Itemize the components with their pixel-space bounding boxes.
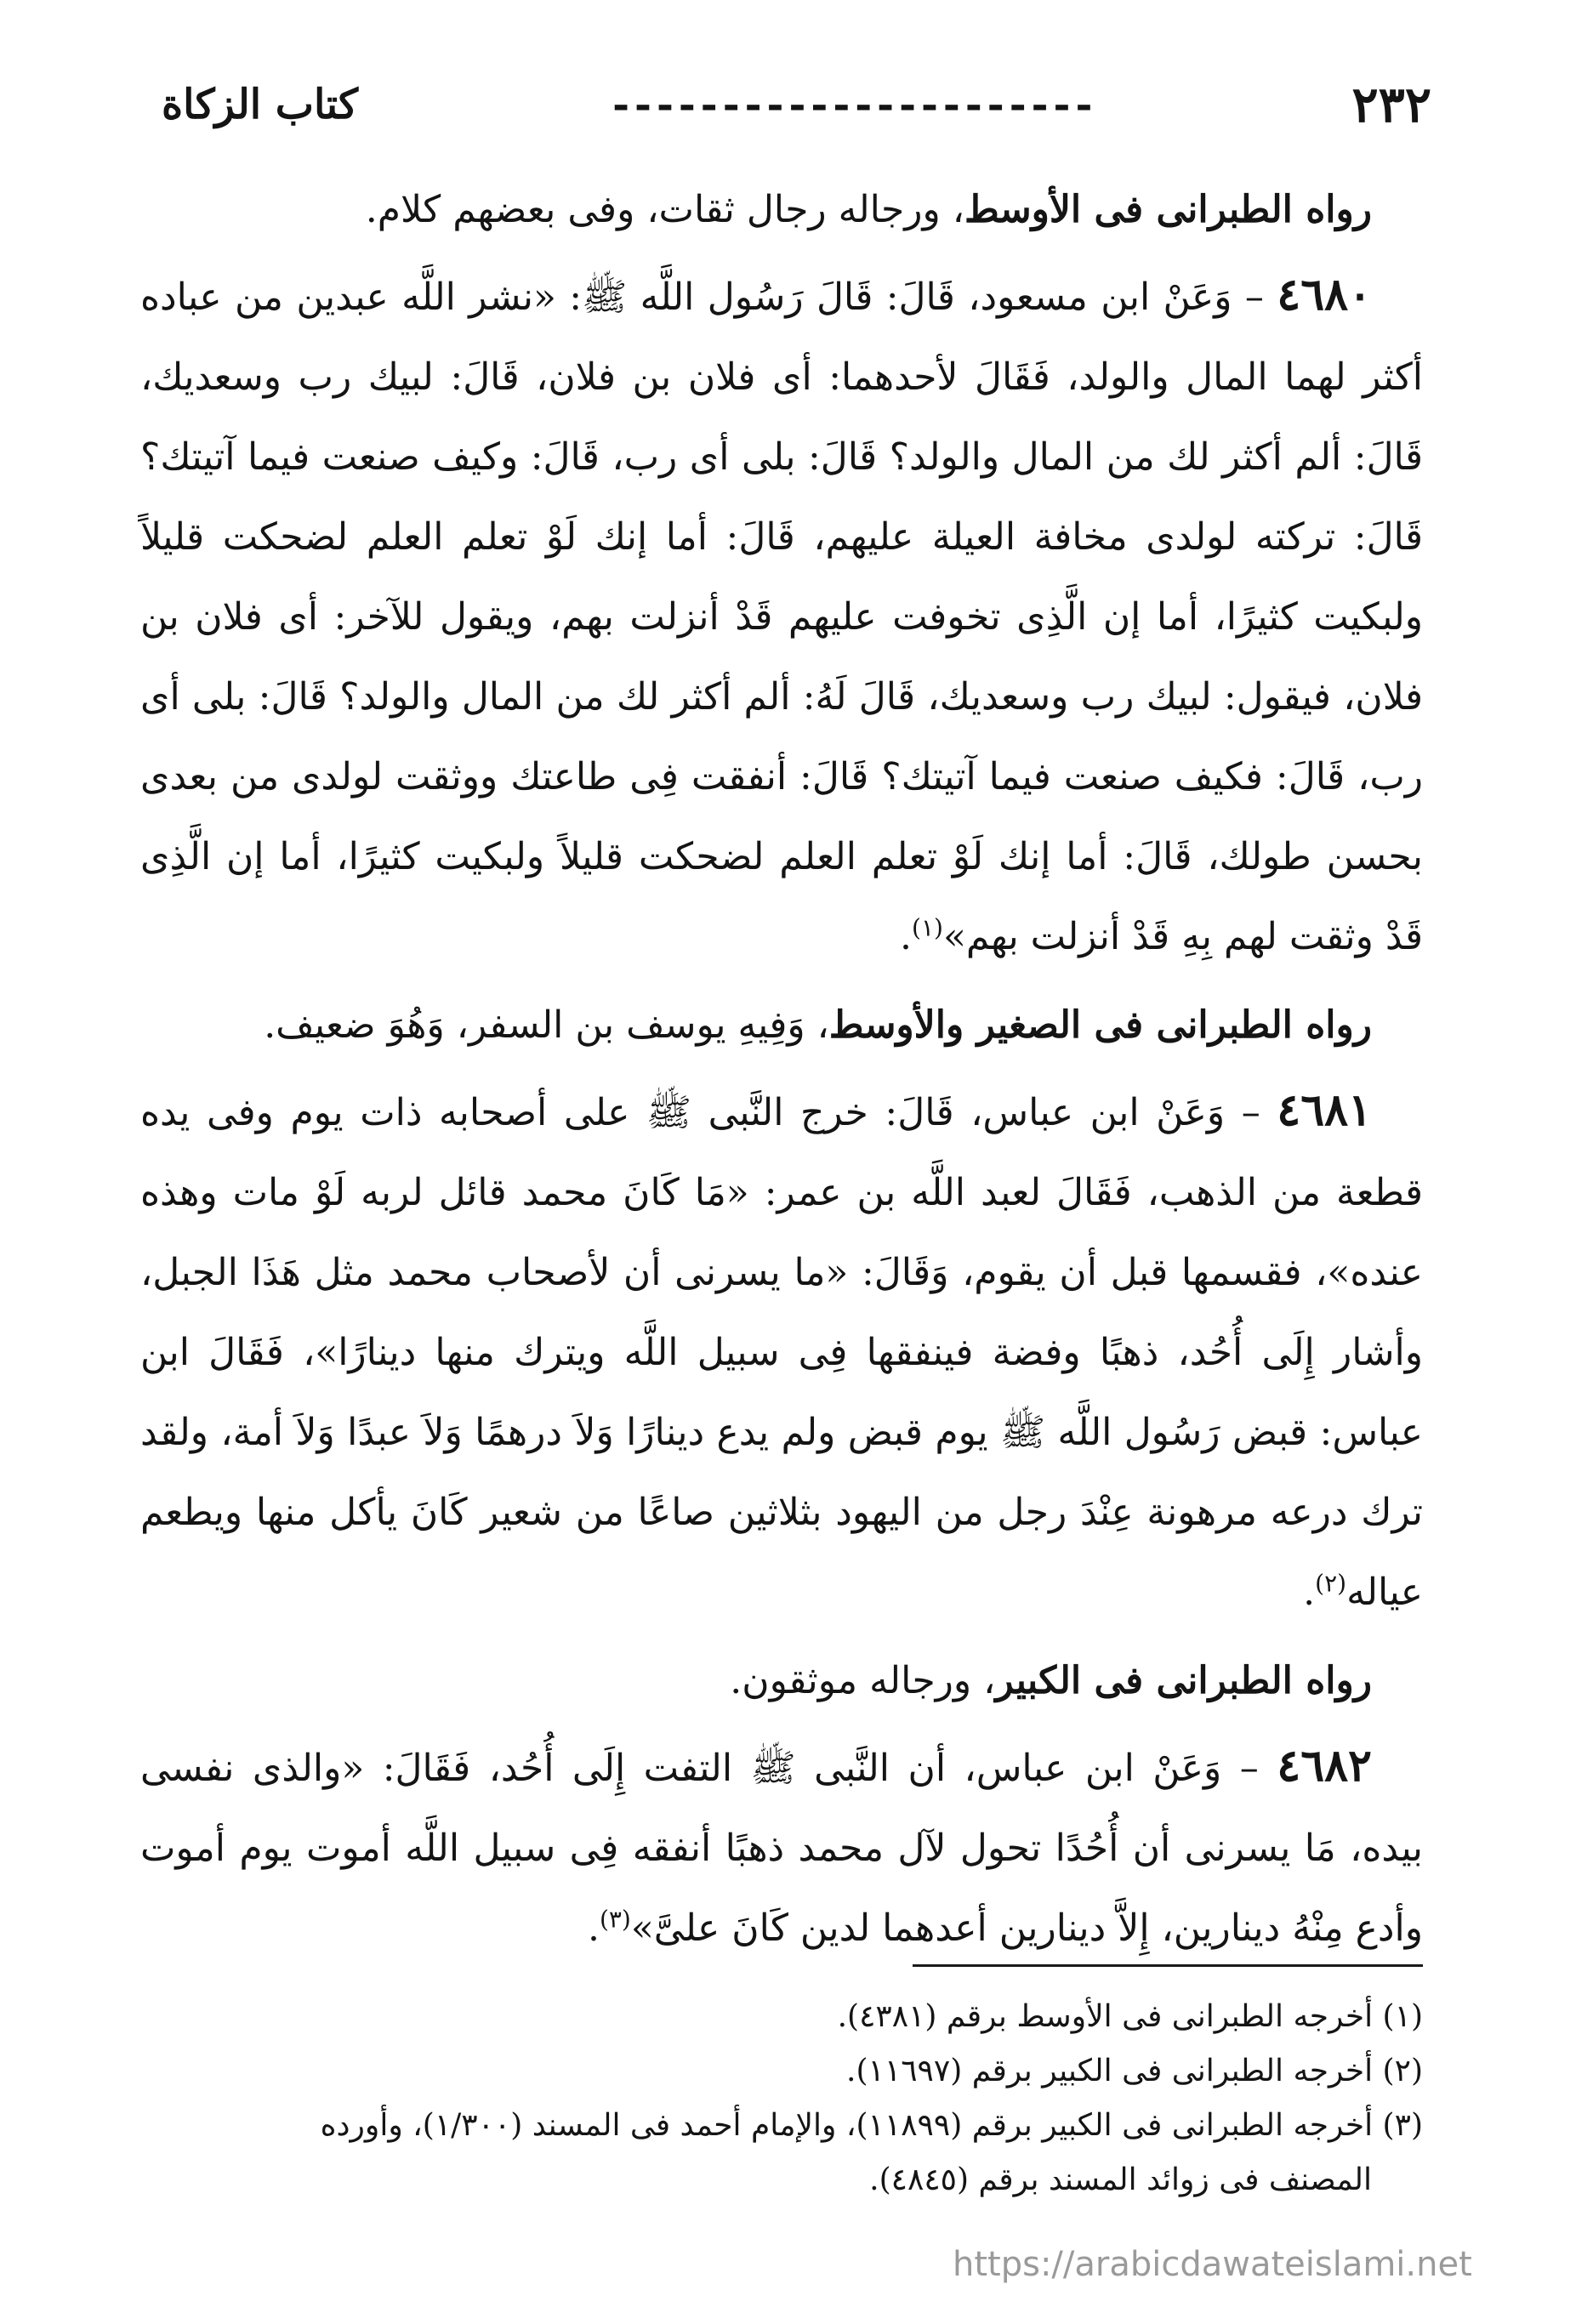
footnote-continuation: المصنف فى زوائد المسند برقم (٤٨٤٥). xyxy=(869,2162,1372,2197)
source-note-rest: ، ورجاله رجال ثقات، وفى بعضهم كلام. xyxy=(365,188,964,231)
hadith-number: ٤٦٨٢ xyxy=(1277,1740,1372,1792)
hadith-text: – وَعَنْ ابن عباس، أن النَّبى ﷺ التفت إِلَى أُحُد، فَقَالَ: «والذى نفسى بيده، مَا يسرنى أن أُحُدًا تحول لآل محمد ذهبًا أنفقه فِى سبيل اللَّه أموت يوم أموت وأدع مِنْهُ دينارين، إِلاَّ دينارين أعدهما لدين كَانَ علىَّ» xyxy=(140,1747,1424,1950)
source-note xyxy=(140,170,1423,250)
source-note-bold: رواه الطبرانى فى الأوسط xyxy=(964,188,1372,231)
hadith-number: ٤٦٨١ xyxy=(1277,1084,1372,1136)
book-title: كتاب الزكاة xyxy=(162,81,358,128)
source-note-rest: ، ورجاله موثقون. xyxy=(730,1659,996,1702)
footnote: (٢) أخرجه الطبرانى فى الكبير برقم (١١٦٩٧). xyxy=(846,2054,1423,2088)
footnote-divider xyxy=(913,1964,1423,1967)
page-number: ٢٣٢ xyxy=(1351,76,1431,134)
footnotes xyxy=(140,1990,1423,2208)
hadith-text: – وَعَنْ ابن عباس، قَالَ: خرج النَّبى ﷺ على أصحابه ذات يوم وفى يده قطعة من الذهب، فَقَالَ لعبد اللَّه بن عمر: «مَا كَانَ محمد قائل لربه لَوْ مات وهذه عنده»، فقسمها قبل أن يقوم، وَقَالَ: «ما يسرنى أن لأصحاب محمد مثل هَذَا الجبل، وأشار إِلَى أُحُد، ذهبًا وفضة فينفقها فِى سبيل اللَّه ويترك منها دينارًا»، فَقَالَ ابن عباس: قبض رَسُول اللَّه ﷺ يوم قبض ولم يدع دينارًا وَلاَ درهمًا وَلاَ عبدًا وَلاَ أمة، ولقد ترك درعه مرهونة عِنْدَ رجل من اليهود بثلاثين صاعًا من شعير كَانَ يأكل منها ويطعم عياله xyxy=(140,1091,1423,1614)
footnote-ref: (٢) xyxy=(1315,1569,1347,1598)
hadith-number: ٤٦٨٠ xyxy=(1277,269,1372,321)
header-divider: ---------------------- xyxy=(612,81,1098,128)
source-note-bold: رواه الطبرانى فى الصغير والأوسط xyxy=(828,1003,1372,1047)
source-note-bold: رواه الطبرانى فى الكبير xyxy=(995,1659,1372,1702)
page-header xyxy=(162,75,1431,134)
footnote: (١) أخرجه الطبرانى فى الأوسط برقم (٤٣٨١). xyxy=(837,1999,1423,2034)
footnote: (٣) أخرجه الطبرانى فى الكبير برقم (١١٨٩٩)، والإمام أحمد فى المسند (١/٣٠٠)، وأورده xyxy=(320,2108,1423,2143)
footnote-ref: (١) xyxy=(912,913,943,942)
source-note xyxy=(140,986,1423,1065)
source-note xyxy=(140,1641,1423,1721)
hadith-paragraph: ٤٦٨٠ – وَعَنْ ابن مسعود، قَالَ: قَالَ رَسُول اللَّه ﷺ: «نشر اللَّه عبدين من عباده أكثر لهما المال والولد، فَقَالَ لأحدهما: أى فلان بن فلان، قَالَ: لبيك رب وسعديك، قَالَ: ألم أكثر لك من المال والولد؟ قَالَ: بلى أى رب، قَالَ: وكيف صنعت فيما آتيتك؟ قَالَ: تركته لولدى مخافة العيلة عليهم، قَالَ: أما إنك لَوْ تعلم العلم لضحكت قليلاً ولبكيت كثيرًا، أما إن الَّذِى تخوفت عليهم قَدْ أنزلت بهم، ويقول للآخر: أى فلان بن فلان، فيقول: لبيك رب وسعديك، قَالَ لَهُ: ألم أكثر لك من المال والولد؟ قَالَ: بلى أى رب، قَالَ: فكيف صنعت فيما آتيتك؟ قَالَ: أنفقت فِى طاعتك ووثقت لولدى من بعدى بحسن طولك، قَالَ: أما إنك لَوْ تعلم العلم لضحكت قليلاً ولبكيت كثيرًا، أما إن الَّذِى قَدْ وثقت لهم بِهِ قَدْ أنزلت بهم»$^{(١)}$. xyxy=(140,269,1424,958)
footnote-ref: (٣) xyxy=(599,1905,631,1934)
source-note-rest: ، وَفِيهِ يوسف بن السفر، وَهُوَ ضعيف. xyxy=(264,1003,829,1047)
hadith-paragraph: ٤٦٨١ – وَعَنْ ابن عباس، قَالَ: خرج النَّبى ﷺ على أصحابه ذات يوم وفى يده قطعة من الذهب، فَقَالَ لعبد اللَّه بن عمر: «مَا كَانَ محمد قائل لربه لَوْ مات وهذه عنده»، فقسمها قبل أن يقوم، وَقَالَ: «ما يسرنى أن لأصحاب محمد مثل هَذَا الجبل، وأشار إِلَى أُحُد، ذهبًا وفضة فينفقها فِى سبيل اللَّه ويترك منها دينارًا»، فَقَالَ ابن عباس: قبض رَسُول اللَّه ﷺ يوم قبض ولم يدع دينارًا وَلاَ درهمًا وَلاَ عبدًا وَلاَ أمة، ولقد ترك درعه مرهونة عِنْدَ رجل من اليهود بثلاثين صاعًا من شعير كَانَ يأكل منها ويطعم عياله$^{(٢)}$. xyxy=(140,1084,1423,1614)
watermark-url: https://arabicdawateislami.net xyxy=(953,2245,1472,2284)
hadith-paragraph: ٤٦٨٢ – وَعَنْ ابن عباس، أن النَّبى ﷺ التفت إِلَى أُحُد، فَقَالَ: «والذى نفسى بيده، مَا يسرنى أن أُحُدًا تحول لآل محمد ذهبًا أنفقه فِى سبيل اللَّه أموت يوم أموت وأدع مِنْهُ دينارين، إِلاَّ دينارين أعدهما لدين كَانَ علىَّ»$^{(٣)}$. xyxy=(140,1740,1424,1950)
main-text xyxy=(140,162,1423,1969)
hadith-text: – وَعَنْ ابن مسعود، قَالَ: قَالَ رَسُول اللَّه ﷺ: «نشر اللَّه عبدين من عباده أكثر لهما المال والولد، فَقَالَ لأحدهما: أى فلان بن فلان، قَالَ: لبيك رب وسعديك، قَالَ: ألم أكثر لك من المال والولد؟ قَالَ: بلى أى رب، قَالَ: وكيف صنعت فيما آتيتك؟ قَالَ: تركته لولدى مخافة العيلة عليهم، قَالَ: أما إنك لَوْ تعلم العلم لضحكت قليلاً ولبكيت كثيرًا، أما إن الَّذِى تخوفت عليهم قَدْ أنزلت بهم، ويقول للآخر: أى فلان بن فلان، فيقول: لبيك رب وسعديك، قَالَ لَهُ: ألم أكثر لك من المال والولد؟ قَالَ: بلى أى رب، قَالَ: فكيف صنعت فيما آتيتك؟ قَالَ: أنفقت فِى طاعتك ووثقت لولدى من بعدى بحسن طولك، قَالَ: أما إنك لَوْ تعلم العلم لضحكت قليلاً ولبكيت كثيرًا، أما إن الَّذِى قَدْ وثقت لهم بِهِ قَدْ أنزلت بهم» xyxy=(140,276,1424,958)
